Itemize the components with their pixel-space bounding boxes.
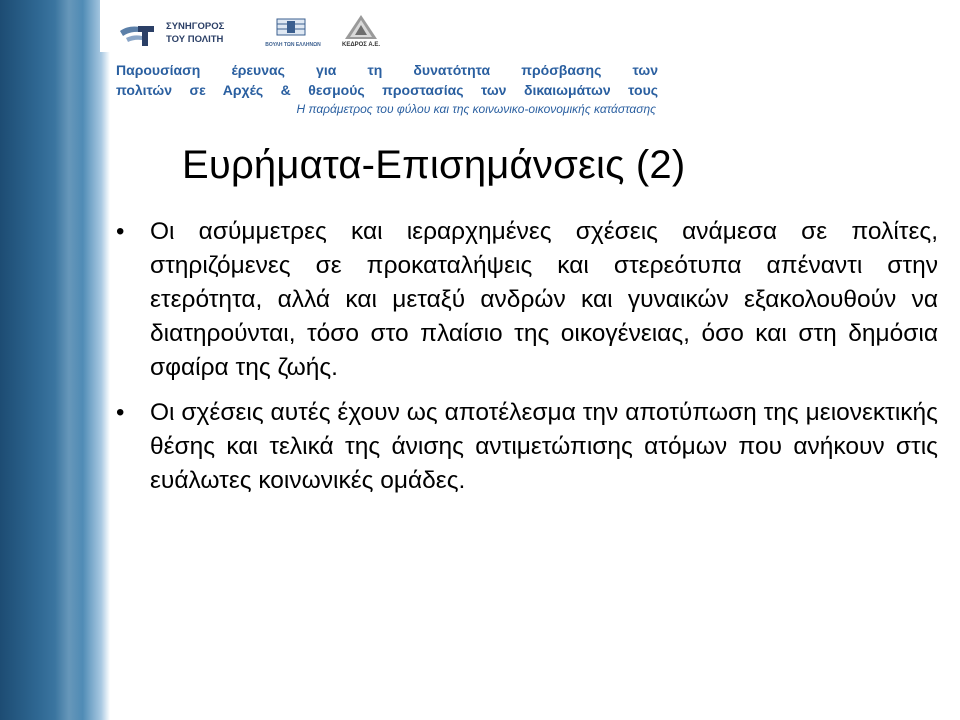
bullet-marker: • (116, 399, 125, 426)
vouli-logo (262, 16, 324, 50)
side-band-sheen (55, 0, 83, 720)
synigoros-logo-text (166, 20, 224, 46)
slide-title: Ευρήματα-Επισημάνσεις (2) (182, 143, 686, 187)
synigoros-logo (118, 18, 238, 52)
vouli-caption: ΒΟΥΛΗ ΤΩΝ ΕΛΛΗΝΩΝ (265, 42, 321, 48)
bullet-item (114, 215, 938, 385)
bullet-list (114, 215, 938, 509)
bullet-text: Οι ασύμμετρες και ιεραρχημένες σχέσεις ανάμεσα σε πολίτες, στηριζόμενες σε προκαταλήψεις και στερεότυπα απέναντι στην ετερότητα, αλλά και μεταξύ ανδρών και γυναικών εξακολουθούν να διατηρούνται, τόσο στο πλαίσιο της οικογένειας, όσο και στη δημόσια σφαίρα της ζωής. (150, 218, 938, 381)
research-banner (116, 60, 658, 118)
side-decorative-band (0, 0, 110, 720)
kedros-caption: ΚΕΔΡΟΣ Α.Ε. (341, 42, 381, 48)
banner-subtitle: Η παράμετρος του φύλου και της κοινωνικο-οικονομικής κατάστασης (296, 102, 656, 116)
synigoros-line1: ΣΥΝΗΓΟΡΟΣ (166, 21, 225, 32)
kedros-triangle-icon (344, 14, 378, 40)
kedros-logo (338, 14, 384, 50)
banner-line-2: πολιτών σε Αρχές & θεσμούς προστασίας των δικαιωμάτων τους (116, 82, 658, 98)
synigoros-logo-icon (118, 22, 162, 48)
synigoros-line2: ΤΟΥ ΠΟΛΙΤΗ (166, 34, 224, 45)
banner-line-1: Παρουσίαση έρευνας για τη δυνατότητα πρόσβασης των (116, 62, 658, 78)
bullet-marker: • (116, 218, 125, 245)
bullet-item (114, 396, 938, 498)
parliament-emblem-icon (276, 16, 306, 38)
bullet-text: Οι σχέσεις αυτές έχουν ως αποτέλεσμα την αποτύπωση της μειονεκτικής θέσης και τελικά της άνισης αντιμετώπισης ατόμων που ανήκουν στις ευάλωτες κοινωνικές ομάδες. (150, 399, 938, 494)
